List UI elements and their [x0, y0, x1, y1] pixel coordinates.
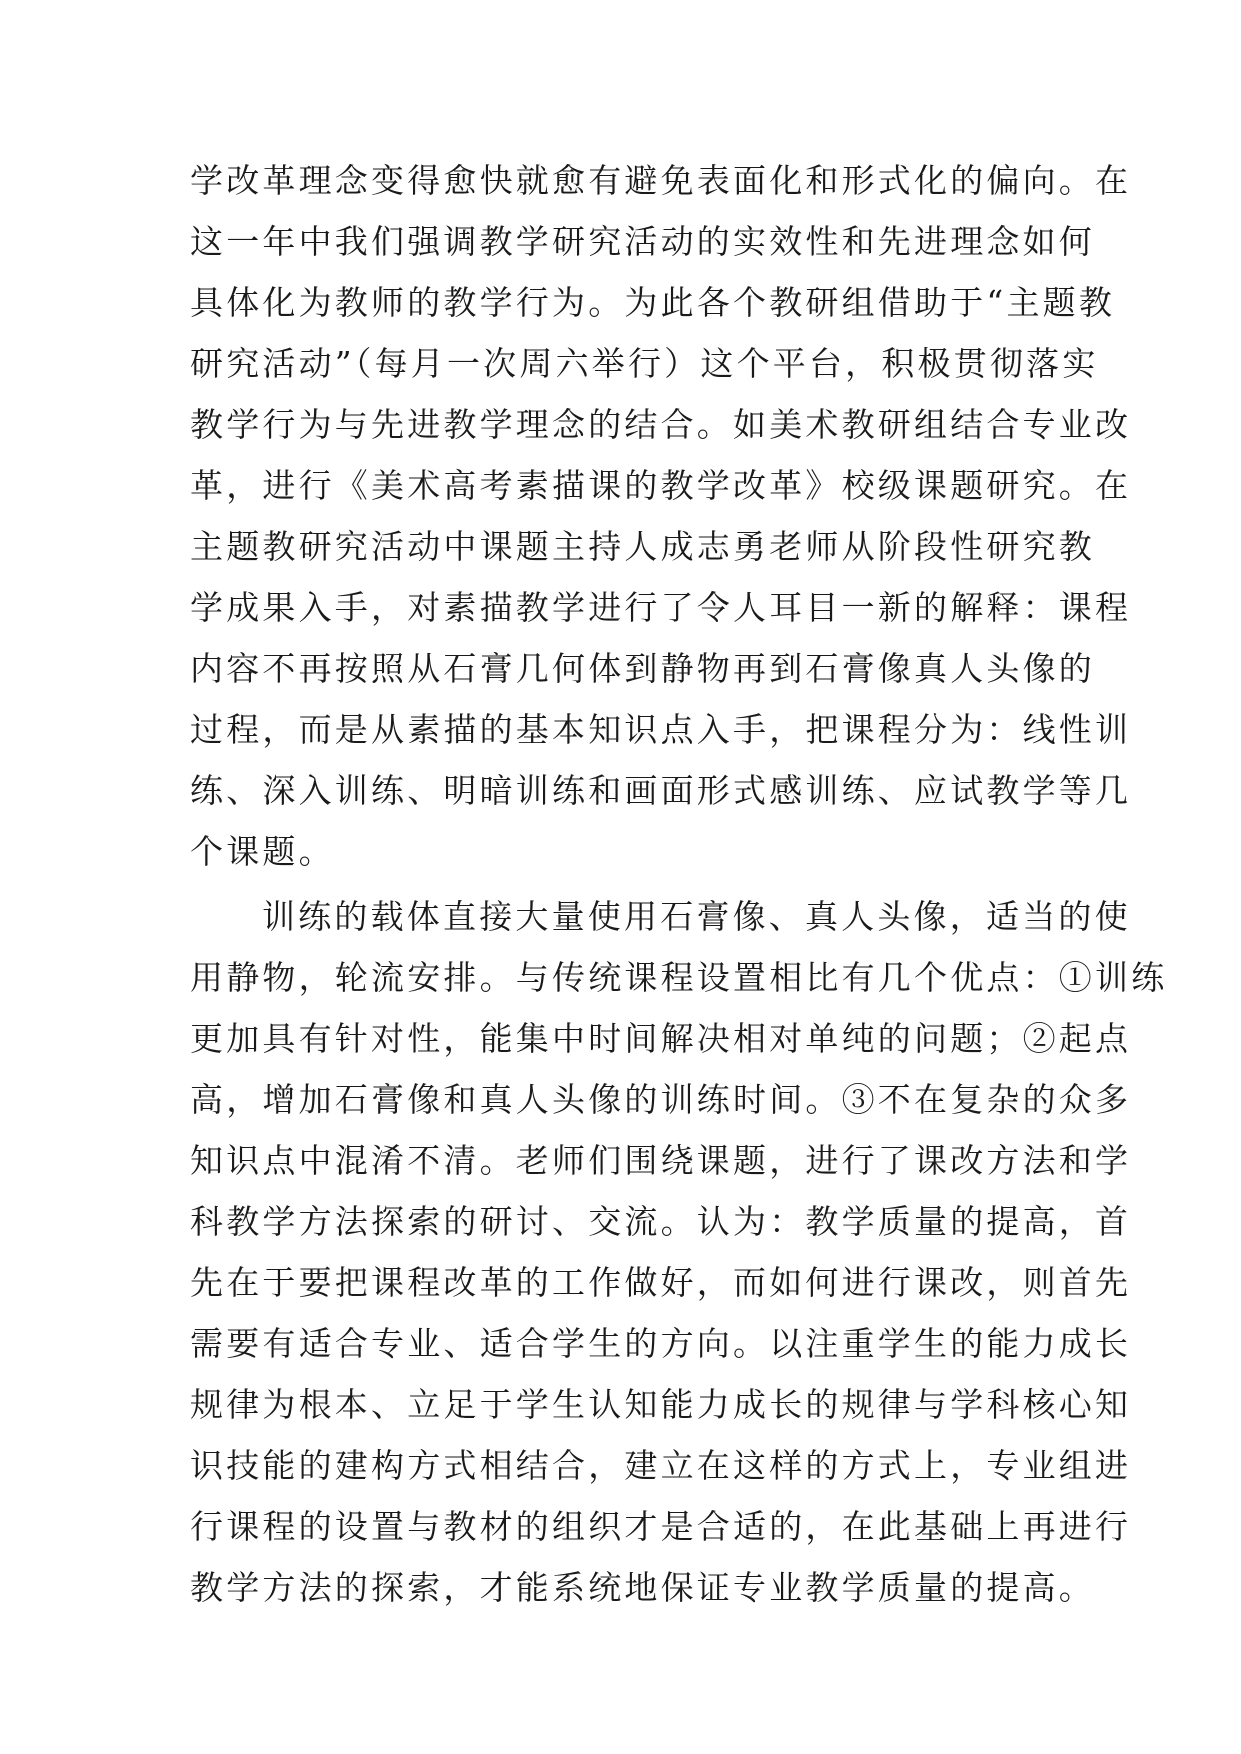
- text-line: 行课程的设置与教材的组织才是合适的，在此基础上再进行: [190, 1507, 1132, 1546]
- body-text: [190, 150, 1168, 1618]
- text-line: 内容不再按照从石膏几何体到静物再到石膏像真人头像的: [190, 649, 1095, 688]
- text-line: 具体化为教师的教学行为。为此各个教研组借助于“主题教: [190, 283, 1116, 322]
- text-line: 知识点中混淆不清。老师们围绕课题，进行了课改方法和学: [190, 1141, 1132, 1180]
- text-line: 革，进行《美术高考素描课的教学改革》校级课题研究。在: [190, 466, 1132, 505]
- text-line: 学成果入手，对素描教学进行了令人耳目一新的解释：课程: [190, 588, 1132, 627]
- text-line: 学改革理念变得愈快就愈有避免表面化和形式化的偏向。在: [190, 161, 1132, 200]
- text-line: 用静物，轮流安排。与传统课程设置相比有几个优点：①训练: [190, 958, 1168, 997]
- paragraph-1: [190, 150, 1132, 882]
- text-line: 教学行为与先进教学理念的结合。如美术教研组结合专业改: [190, 405, 1132, 444]
- text-line: 识技能的建构方式相结合，建立在这样的方式上，专业组进: [190, 1446, 1132, 1485]
- text-line: 过程，而是从素描的基本知识点入手，把课程分为：线性训: [190, 710, 1132, 749]
- paragraph-2: [190, 886, 1168, 1618]
- text-line: 更加具有针对性，能集中时间解决相对单纯的问题；②起点: [190, 1019, 1132, 1058]
- text-line: 需要有适合专业、适合学生的方向。以注重学生的能力成长: [190, 1324, 1132, 1363]
- text-line: 规律为根本、立足于学生认知能力成长的规律与学科核心知: [190, 1385, 1132, 1424]
- text-line: 先在于要把课程改革的工作做好，而如何进行课改，则首先: [190, 1263, 1132, 1302]
- text-line: 教学方法的探索，才能系统地保证专业教学质量的提高。: [190, 1568, 1095, 1607]
- text-line: 研究活动”（每月一次周六举行）这个平台，积极贯彻落实: [190, 344, 1099, 383]
- text-line: 这一年中我们强调教学研究活动的实效性和先进理念如何: [190, 222, 1095, 261]
- text-line: 科教学方法探索的研讨、交流。认为：教学质量的提高，首: [190, 1202, 1132, 1241]
- text-line-indented: 训练的载体直接大量使用石膏像、真人头像，适当的使: [262, 897, 1131, 936]
- text-line: 练、深入训练、明暗训练和画面形式感训练、应试教学等几: [190, 771, 1132, 810]
- text-line: 主题教研究活动中课题主持人成志勇老师从阶段性研究教: [190, 527, 1095, 566]
- text-line: 高，增加石膏像和真人头像的训练时间。③不在复杂的众多: [190, 1080, 1132, 1119]
- text-line: 个课题。: [190, 832, 335, 871]
